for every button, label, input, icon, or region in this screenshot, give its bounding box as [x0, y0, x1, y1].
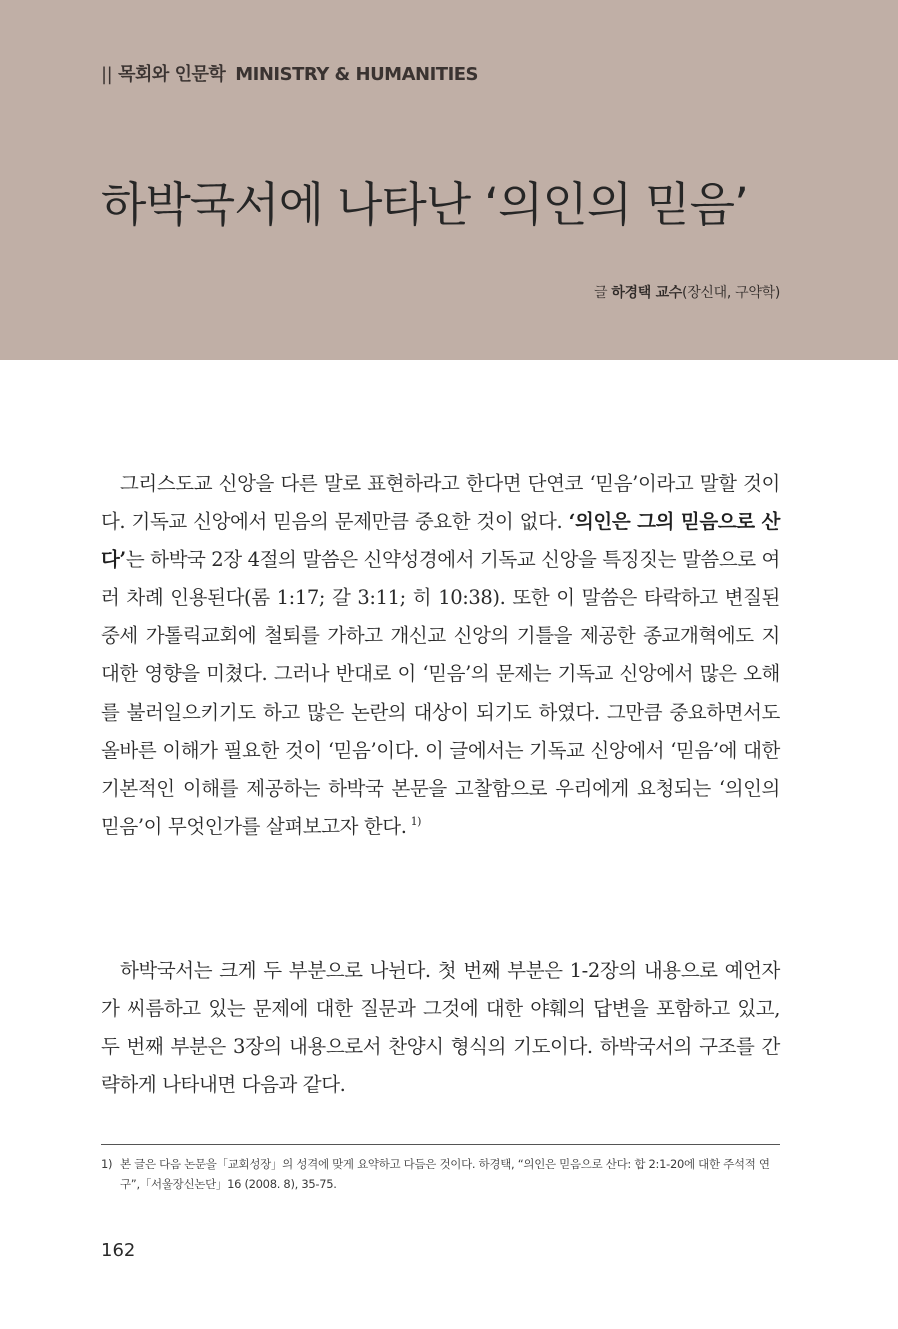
key-quote: ‘의인은 그의 믿음으로 산다’ — [101, 510, 780, 572]
footnote-reference[interactable]: 1) — [410, 815, 422, 829]
page-number: 162 — [101, 1240, 136, 1261]
paragraph-1-rest: 는 하박국 2장 4절의 말씀은 신약성경에서 기독교 신앙을 특징짓는 말씀으로 여러 차례 인용된다(롬 1:17; 갈 3:11; 히 10:38). 또한 이 말씀은 타락하고 변질된 중세 가톨릭교회에 철퇴를 가하고 개신교 신앙의 기틀을 제공한 종교개혁에도 지대한 영향을 미쳤다. 그러나 반대로 이 ‘믿음’의 문제는 기독교 신앙에서 많은 오해를 불러일으키기도 하고 많은 논란의 대상이 되기도 하였다. 그만큼 중요하면서도 올바른 이해가 필요한 것이 ‘믿음’이다. 이 글에서는 기독교 신앙에서 ‘믿음’에 대한 기본적인 이해를 제공하는 하박국 본문을 고찰함으로 우리에게 요청되는 ‘의인의 믿음’이 무엇인가를 살펴보고자 한다. — [101, 548, 780, 838]
header-banner — [0, 0, 898, 360]
section-label — [101, 60, 478, 86]
paragraph-1-intro: 그리스도교 신앙을 다른 말로 표현하라고 한다면 단연코 ‘믿음’이라고 말할 것이다. 기독교 신앙에서 믿음의 문제만큼 중요한 것이 없다. — [101, 472, 780, 534]
paragraph-1 — [101, 465, 780, 846]
footnote-text: 본 글은 다음 논문을「교회성장」의 성격에 맞게 요약하고 다듬은 것이다. 하경택, “의인은 믿음으로 산다: 합 2:1-20에 대한 주석적 연구”,「서울장신논단」16 (2008. 8), 35-75. — [120, 1157, 770, 1191]
footnote-number: 1) — [101, 1157, 113, 1171]
footnote-divider — [101, 1144, 780, 1145]
byline-prefix: 글 — [593, 285, 612, 301]
section-bars: || — [101, 64, 113, 85]
author-name: 하경택 교수 — [611, 285, 683, 301]
section-label-english: MINISTRY & HUMANITIES — [235, 64, 479, 85]
section-label-korean: 목회와 인문학 — [118, 64, 226, 85]
article-title: 하박국서에 나타난 ‘의인의 믿음’ — [101, 178, 748, 233]
author-affiliation: (장신대, 구약학) — [682, 285, 780, 301]
paragraph-2: 하박국서는 크게 두 부분으로 나뉜다. 첫 번째 부분은 1-2장의 내용으로 예언자가 씨름하고 있는 문제에 대한 질문과 그것에 대한 야훼의 답변을 포함하고 있고, 두 번째 부분은 3장의 내용으로서 찬양시 형식의 기도이다. 하박국서의 구조를 간략하게 나타내면 다음과 같다. — [101, 959, 780, 1097]
byline — [594, 282, 780, 302]
footnote — [101, 1154, 780, 1194]
